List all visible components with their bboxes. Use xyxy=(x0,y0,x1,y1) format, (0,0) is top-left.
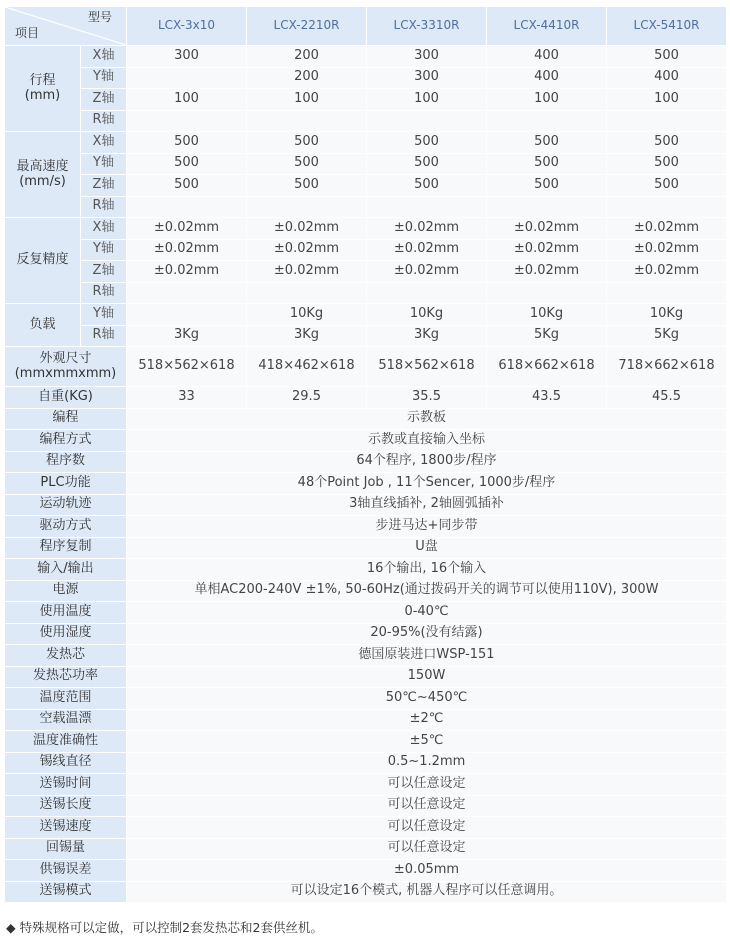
spec-value: 48个Point Job , 11个Sencer, 1000步/程序 xyxy=(127,473,727,495)
spec-label: 温度准确性 xyxy=(5,731,127,753)
spec-row xyxy=(5,132,727,154)
spec-label: 发热芯功率 xyxy=(5,666,127,688)
value-cell: 3Kg xyxy=(127,325,247,347)
spec-label: 送锡模式 xyxy=(5,881,127,903)
spec-value: 可以设定16个模式, 机器人程序可以任意调用。 xyxy=(127,881,727,903)
spec-label: 温度范围 xyxy=(5,688,127,710)
spec-value: 可以任意设定 xyxy=(127,774,727,796)
value-cell: 10Kg xyxy=(487,304,607,326)
value-cell: ±0.02mm xyxy=(247,218,367,240)
spec-row xyxy=(5,473,727,495)
value-cell: 500 xyxy=(247,132,367,154)
value-cell: 300 xyxy=(367,67,487,89)
group-label xyxy=(5,132,81,218)
value-cell xyxy=(487,110,607,132)
axis-label: R轴 xyxy=(81,325,127,347)
spec-value: 可以任意设定 xyxy=(127,817,727,839)
spec-row xyxy=(5,709,727,731)
spec-value: ±5℃ xyxy=(127,731,727,753)
value-cell: 100 xyxy=(607,89,727,111)
spec-row xyxy=(5,580,727,602)
axis-label: X轴 xyxy=(81,46,127,68)
value-cell: 718×662×618 xyxy=(607,347,727,387)
value-cell: 5Kg xyxy=(487,325,607,347)
value-cell: 518×562×618 xyxy=(367,347,487,387)
models-label: 型号 xyxy=(87,10,112,24)
spec-row xyxy=(5,559,727,581)
spec-value: 步进马达+同步带 xyxy=(127,516,727,538)
value-cell xyxy=(607,110,727,132)
value-cell: ±0.02mm xyxy=(607,239,727,261)
value-cell xyxy=(367,282,487,304)
spec-value: 示教或直接输入坐标 xyxy=(127,430,727,452)
spec-value: 20-95%(没有结露) xyxy=(127,623,727,645)
spec-row xyxy=(5,451,727,473)
value-cell: 500 xyxy=(607,132,727,154)
group-label: 自重(KG) xyxy=(5,387,127,409)
value-cell: 500 xyxy=(367,175,487,197)
value-cell: 500 xyxy=(487,153,607,175)
spec-label: 送锡时间 xyxy=(5,774,127,796)
value-cell: ±0.02mm xyxy=(127,218,247,240)
group-label-text: 外观尺寸 xyxy=(39,350,92,366)
spec-label: 使用温度 xyxy=(5,602,127,624)
spec-label: 编程 xyxy=(5,408,127,430)
spec-label: 输入/输出 xyxy=(5,559,127,581)
model-header: LCX-4410R xyxy=(487,7,607,46)
value-cell: 500 xyxy=(127,132,247,154)
spec-row xyxy=(5,89,727,111)
value-cell: ±0.02mm xyxy=(487,218,607,240)
value-cell: 400 xyxy=(487,46,607,68)
model-header: LCX-3310R xyxy=(367,7,487,46)
spec-row xyxy=(5,46,727,68)
spec-row xyxy=(5,838,727,860)
value-cell: 100 xyxy=(487,89,607,111)
value-cell: 200 xyxy=(247,67,367,89)
group-label-text: 行程 xyxy=(29,72,56,88)
axis-label: X轴 xyxy=(81,132,127,154)
spec-label: 送锡长度 xyxy=(5,795,127,817)
value-cell: 500 xyxy=(607,46,727,68)
spec-label: 发热芯 xyxy=(5,645,127,667)
items-label: 项目 xyxy=(15,26,40,41)
value-cell xyxy=(127,67,247,89)
spec-label: 空载温漂 xyxy=(5,709,127,731)
value-cell xyxy=(247,282,367,304)
value-cell: ±0.02mm xyxy=(607,261,727,283)
spec-value: 0-40℃ xyxy=(127,602,727,624)
spec-row xyxy=(5,196,727,218)
value-cell: ±0.02mm xyxy=(367,261,487,283)
spec-row xyxy=(5,774,727,796)
value-cell: ±0.02mm xyxy=(487,239,607,261)
value-cell xyxy=(247,110,367,132)
value-cell xyxy=(607,196,727,218)
value-cell xyxy=(247,196,367,218)
group-unit-text: (mm/s) xyxy=(19,173,66,189)
value-cell: 300 xyxy=(367,46,487,68)
group-label xyxy=(5,218,81,304)
spec-row xyxy=(5,688,727,710)
spec-row xyxy=(5,110,727,132)
spec-row xyxy=(5,645,727,667)
value-cell: 500 xyxy=(607,175,727,197)
spec-value: ±0.05mm xyxy=(127,860,727,882)
value-cell: 43.5 xyxy=(487,387,607,409)
model-header: LCX-2210R xyxy=(247,7,367,46)
header-row xyxy=(5,7,727,46)
spec-row xyxy=(5,387,727,409)
axis-label: Y轴 xyxy=(81,239,127,261)
spec-row xyxy=(5,731,727,753)
spec-row xyxy=(5,537,727,559)
axis-label: R轴 xyxy=(81,282,127,304)
value-cell: 500 xyxy=(487,175,607,197)
group-label-text: 反复精度 xyxy=(16,252,69,268)
value-cell: 300 xyxy=(127,46,247,68)
spec-label: 驱动方式 xyxy=(5,516,127,538)
value-cell: 29.5 xyxy=(247,387,367,409)
value-cell: 3Kg xyxy=(247,325,367,347)
spec-row xyxy=(5,494,727,516)
spec-row xyxy=(5,218,727,240)
group-label xyxy=(5,46,81,132)
spec-row xyxy=(5,666,727,688)
value-cell: ±0.02mm xyxy=(607,218,727,240)
spec-row xyxy=(5,881,727,903)
spec-row xyxy=(5,602,727,624)
spec-value: 可以任意设定 xyxy=(127,795,727,817)
spec-value: 50℃~450℃ xyxy=(127,688,727,710)
spec-row xyxy=(5,860,727,882)
group-label xyxy=(5,347,127,387)
spec-label: 锡线直径 xyxy=(5,752,127,774)
spec-value: 0.5~1.2mm xyxy=(127,752,727,774)
group-label xyxy=(5,304,81,347)
spec-value: 150W xyxy=(127,666,727,688)
spec-label: 电源 xyxy=(5,580,127,602)
spec-label: 编程方式 xyxy=(5,430,127,452)
spec-value: U盘 xyxy=(127,537,727,559)
value-cell: 500 xyxy=(607,153,727,175)
axis-label: R轴 xyxy=(81,110,127,132)
value-cell xyxy=(487,196,607,218)
axis-label: Y轴 xyxy=(81,153,127,175)
value-cell xyxy=(607,282,727,304)
value-cell: ±0.02mm xyxy=(127,261,247,283)
value-cell: 500 xyxy=(127,175,247,197)
value-cell: 500 xyxy=(247,153,367,175)
value-cell: 418×462×618 xyxy=(247,347,367,387)
spec-label: 回锡量 xyxy=(5,838,127,860)
spec-label: 使用湿度 xyxy=(5,623,127,645)
spec-value: 可以任意设定 xyxy=(127,838,727,860)
value-cell: ±0.02mm xyxy=(127,239,247,261)
value-cell xyxy=(367,110,487,132)
value-cell: 500 xyxy=(367,132,487,154)
axis-label: X轴 xyxy=(81,218,127,240)
value-cell: 45.5 xyxy=(607,387,727,409)
axis-label: Z轴 xyxy=(81,89,127,111)
spec-row xyxy=(5,430,727,452)
spec-value: 64个程序, 1800步/程序 xyxy=(127,451,727,473)
value-cell xyxy=(127,282,247,304)
value-cell: 10Kg xyxy=(247,304,367,326)
axis-label: R轴 xyxy=(81,196,127,218)
value-cell: 618×662×618 xyxy=(487,347,607,387)
spec-row xyxy=(5,261,727,283)
spec-label: 送锡速度 xyxy=(5,817,127,839)
value-cell: 500 xyxy=(367,153,487,175)
spec-value: 单相AC200-240V ±1%, 50-60Hz(通过拨码开关的调节可以使用110V), 300W xyxy=(127,580,727,602)
spec-row xyxy=(5,282,727,304)
spec-row xyxy=(5,817,727,839)
spec-row xyxy=(5,795,727,817)
value-cell: 3Kg xyxy=(367,325,487,347)
axis-label: Z轴 xyxy=(81,175,127,197)
value-cell: 200 xyxy=(247,46,367,68)
spec-table xyxy=(4,6,727,903)
value-cell: 100 xyxy=(127,89,247,111)
value-cell: 500 xyxy=(127,153,247,175)
spec-row xyxy=(5,347,727,387)
value-cell xyxy=(127,196,247,218)
model-header: LCX-3x10 xyxy=(127,7,247,46)
value-cell: ±0.02mm xyxy=(367,218,487,240)
value-cell: 10Kg xyxy=(607,304,727,326)
group-unit-text: (mm) xyxy=(24,87,61,103)
value-cell: ±0.02mm xyxy=(247,239,367,261)
footnote: ◆ 特殊规格可以定做，可以控制2套发热芯和2套供丝机。 xyxy=(6,920,323,935)
group-unit-text: (mmxmmxmm) xyxy=(14,365,117,381)
value-cell xyxy=(127,110,247,132)
value-cell: 400 xyxy=(607,67,727,89)
value-cell: 500 xyxy=(487,132,607,154)
spec-value: 德国原装进口WSP-151 xyxy=(127,645,727,667)
spec-label: 运动轨迹 xyxy=(5,494,127,516)
value-cell xyxy=(487,282,607,304)
value-cell: ±0.02mm xyxy=(247,261,367,283)
spec-row xyxy=(5,325,727,347)
value-cell: 10Kg xyxy=(367,304,487,326)
model-header: LCX-5410R xyxy=(607,7,727,46)
spec-label: 程序数 xyxy=(5,451,127,473)
spec-row xyxy=(5,516,727,538)
axis-label: Y轴 xyxy=(81,304,127,326)
value-cell: 5Kg xyxy=(607,325,727,347)
spec-row xyxy=(5,239,727,261)
spec-value: 16个输出, 16个输入 xyxy=(127,559,727,581)
spec-row xyxy=(5,304,727,326)
value-cell: ±0.02mm xyxy=(367,239,487,261)
value-cell xyxy=(127,304,247,326)
spec-label: 程序复制 xyxy=(5,537,127,559)
spec-label: PLC功能 xyxy=(5,473,127,495)
value-cell: 500 xyxy=(247,175,367,197)
axis-label: Z轴 xyxy=(81,261,127,283)
spec-row xyxy=(5,153,727,175)
value-cell: 33 xyxy=(127,387,247,409)
value-cell: 35.5 xyxy=(367,387,487,409)
spec-row xyxy=(5,623,727,645)
value-cell: ±0.02mm xyxy=(487,261,607,283)
spec-row xyxy=(5,67,727,89)
value-cell: 518×562×618 xyxy=(127,347,247,387)
value-cell: 400 xyxy=(487,67,607,89)
spec-value: ±2℃ xyxy=(127,709,727,731)
spec-row xyxy=(5,752,727,774)
spec-value: 3轴直线插补, 2轴圆弧插补 xyxy=(127,494,727,516)
spec-value: 示教板 xyxy=(127,408,727,430)
corner-header xyxy=(5,7,127,46)
axis-label: Y轴 xyxy=(81,67,127,89)
value-cell: 100 xyxy=(247,89,367,111)
spec-row xyxy=(5,175,727,197)
spec-row xyxy=(5,408,727,430)
spec-label: 供锡误差 xyxy=(5,860,127,882)
value-cell xyxy=(367,196,487,218)
value-cell: 100 xyxy=(367,89,487,111)
group-label-text: 负载 xyxy=(29,316,56,332)
group-label-text: 最高速度 xyxy=(16,158,69,174)
